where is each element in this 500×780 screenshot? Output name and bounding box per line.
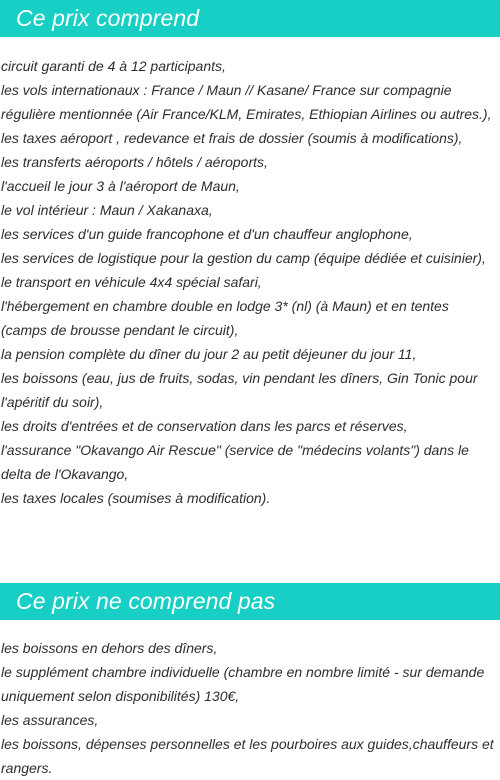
list-item: les taxes locales (soumises à modification). — [1, 490, 271, 506]
excluded-section — [0, 583, 500, 780]
list-item: les services de logistique pour la gestion du camp (équipe dédiée et cuisinier), — [1, 250, 486, 266]
list-item: le supplément chambre individuelle (chambre en nombre limité - sur demande uniquement selon disponibilités) 130€, — [1, 664, 485, 704]
list-item: l'accueil le jour 3 à l'aéroport de Maun, — [1, 178, 240, 194]
list-item: les taxes aéroport , redevance et frais de dossier (soumis à modifications), — [1, 130, 463, 146]
excluded-list — [0, 636, 500, 780]
list-item: le transport en véhicule 4x4 spécial safari, — [1, 274, 262, 290]
list-item: la pension complète du dîner du jour 2 au petit déjeuner du jour 11, — [1, 346, 417, 362]
list-item: les boissons, dépenses personnelles et les pourboires aux guides,chauffeurs et rangers. — [1, 736, 494, 776]
list-item: les boissons (eau, jus de fruits, sodas, vin pendant les dîners, Gin Tonic pour l'apéritif du soir), — [1, 370, 478, 410]
list-item: le vol intérieur : Maun / Xakanaxa, — [1, 202, 213, 218]
included-title: Ce prix comprend — [16, 5, 200, 31]
list-item: les vols internationaux : France / Maun // Kasane/ France sur compagnie régulière mentionnée (Air France/KLM, Emirates, Ethiopian Airlines ou autres.), — [1, 82, 492, 122]
list-item: les services d'un guide francophone et d'un chauffeur anglophone, — [1, 226, 413, 242]
list-item: l'hébergement en chambre double en lodge 3* (nl) (à Maun) et en tentes (camps de brousse pendant le circuit), — [1, 298, 449, 338]
list-item: l'assurance "Okavango Air Rescue" (service de "médecins volants") dans le delta de l'Okavango, — [1, 442, 469, 482]
list-item: les droits d'entrées et de conservation dans les parcs et réserves, — [1, 418, 408, 434]
included-header — [0, 0, 500, 37]
included-list — [0, 54, 500, 510]
excluded-header — [0, 583, 500, 620]
list-item: les transferts aéroports / hôtels / aéroports, — [1, 154, 268, 170]
list-item: les boissons en dehors des dîners, — [1, 640, 218, 656]
excluded-title: Ce prix ne comprend pas — [16, 588, 276, 614]
list-item: circuit garanti de 4 à 12 participants, — [1, 58, 226, 74]
list-item: les assurances, — [1, 712, 99, 728]
